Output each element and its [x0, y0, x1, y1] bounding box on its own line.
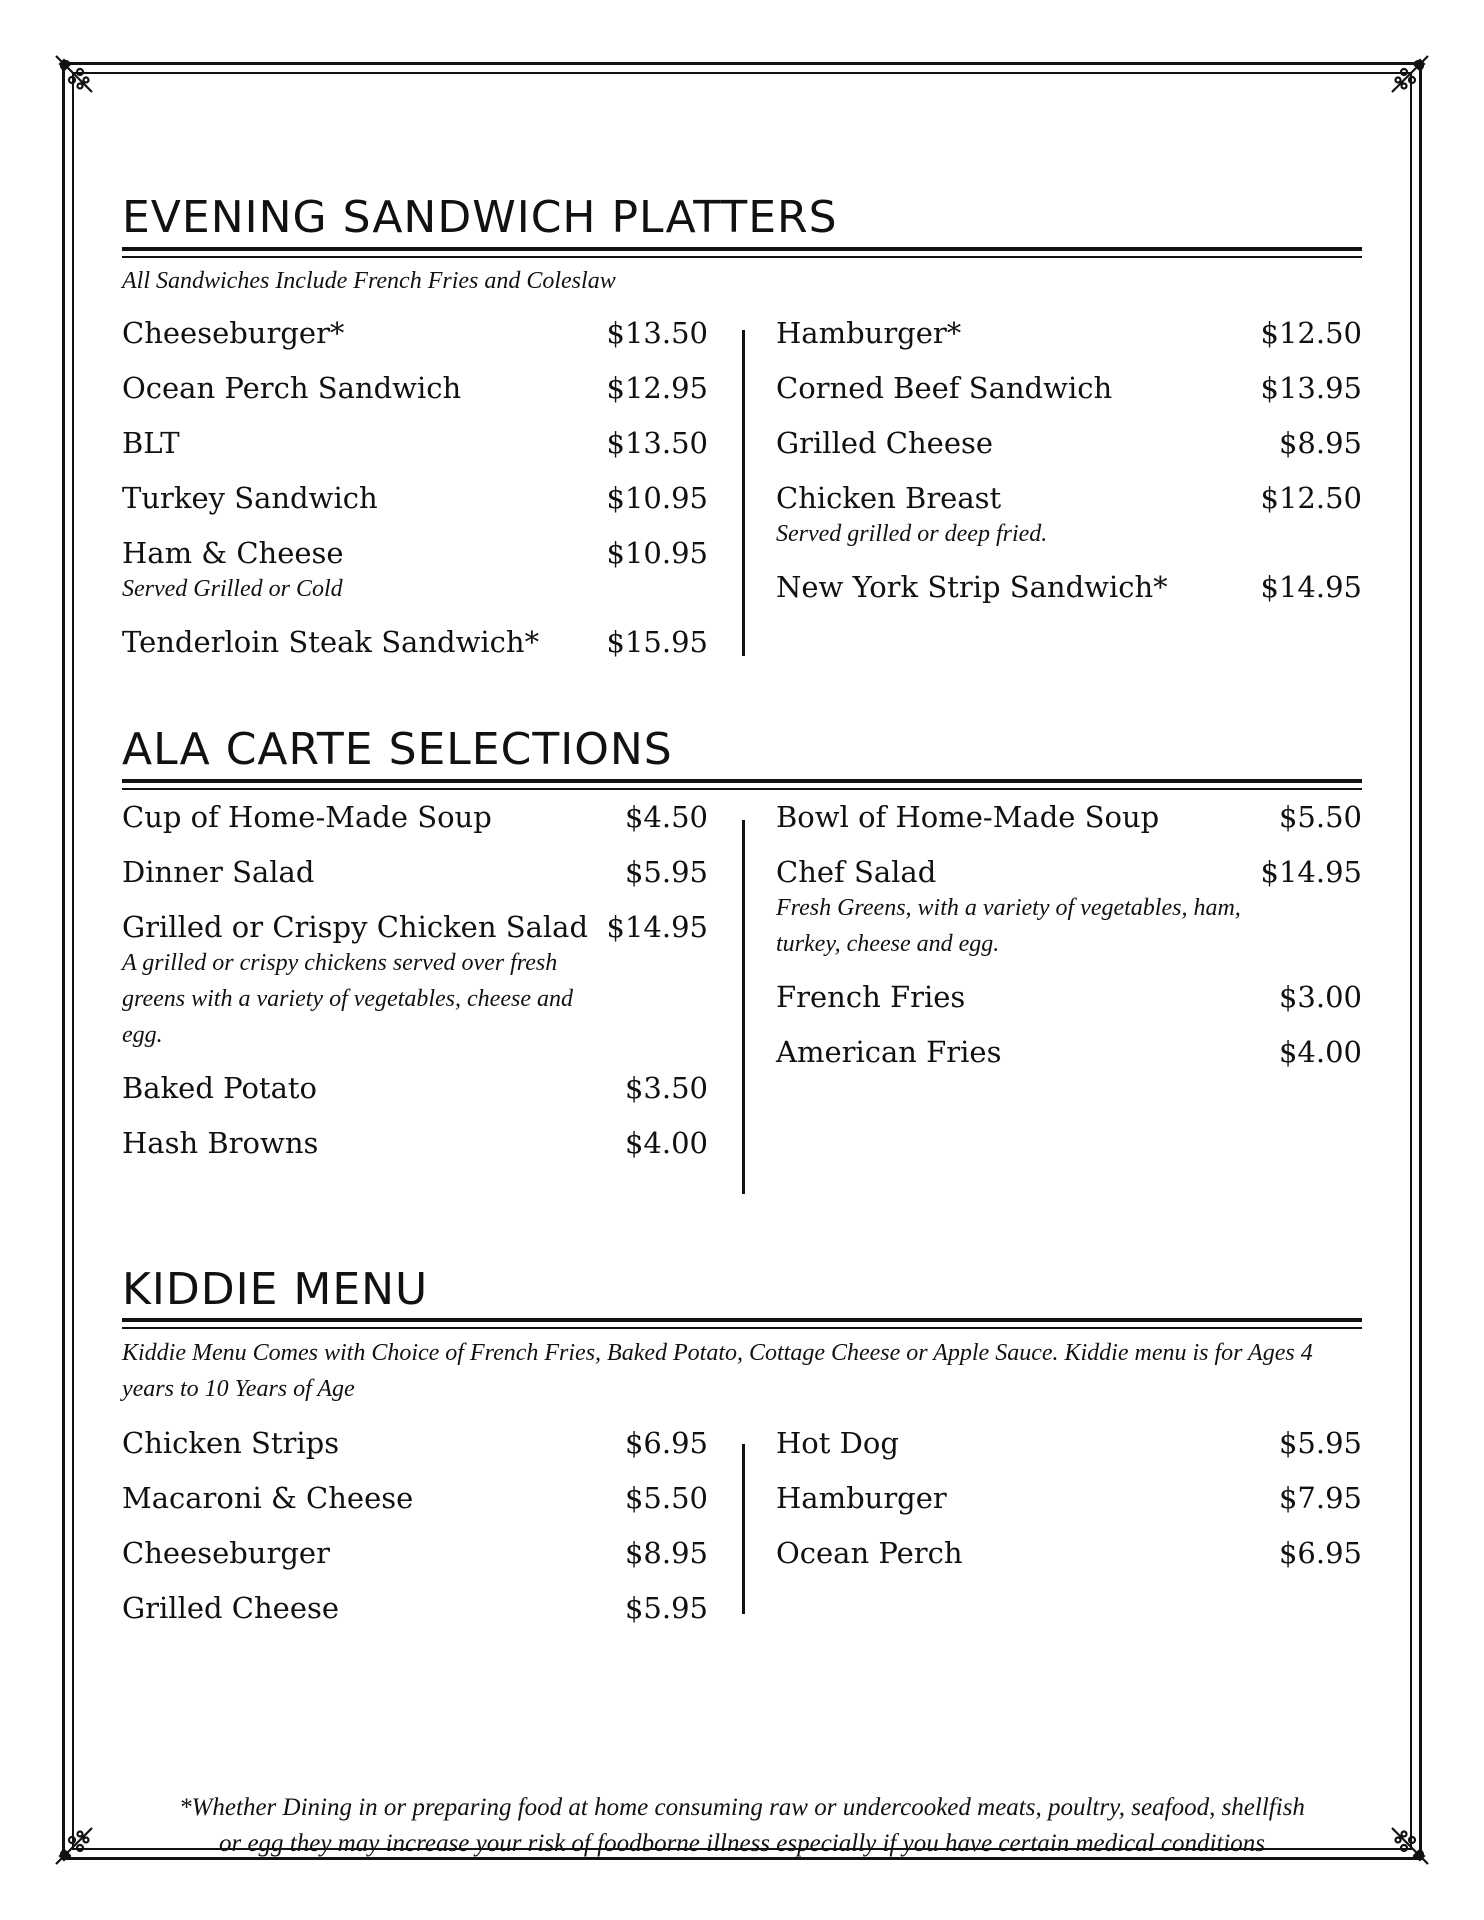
menu-item-price: $13.95	[1260, 371, 1362, 405]
menu-item-description: A grilled or crispy chickens served over fresh greens with a variety of vegetables, cheese and egg.	[122, 950, 573, 1048]
menu-item-name: Hamburger	[776, 1481, 947, 1515]
section-title-alacarte: ALA CARTE SELECTIONS	[122, 724, 673, 775]
menu-item-row	[122, 623, 708, 662]
menu-item-name: Bowl of Home-Made Soup	[776, 800, 1160, 834]
section-rule	[122, 779, 1362, 790]
menu-item-name: Ham & Cheese	[122, 536, 344, 570]
menu-item	[122, 424, 708, 479]
menu-item-description: Fresh Greens, with a variety of vegetables, ham, turkey, cheese and egg.	[776, 895, 1241, 957]
menu-item-name: Chef Salad	[776, 855, 937, 889]
menu-item-price: $12.50	[1260, 316, 1362, 350]
menu-item-price: $5.50	[624, 1481, 708, 1515]
menu-item	[776, 479, 1362, 568]
menu-item	[122, 1534, 708, 1589]
section-note-sandwich: All Sandwiches Include French Fries and Coleslaw	[122, 268, 616, 294]
menu-item-price: $13.50	[606, 426, 708, 460]
menu-item-row	[776, 568, 1362, 607]
menu-item	[122, 908, 708, 1069]
menu-item	[776, 1424, 1362, 1479]
menu-item-price: $8.95	[624, 1536, 708, 1570]
menu-item	[122, 1124, 708, 1179]
menu-item	[122, 1069, 708, 1124]
menu-item-name: Grilled or Crispy Chicken Salad	[122, 910, 589, 944]
section-title-kiddie: KIDDIE MENU	[122, 1264, 429, 1315]
menu-item-row	[122, 1479, 708, 1518]
menu-item-row	[776, 479, 1362, 518]
menu-item-description: Served grilled or deep fried.	[776, 521, 1048, 547]
menu-item-name: Cup of Home-Made Soup	[122, 800, 492, 834]
section-title-sandwich: EVENING SANDWICH PLATTERS	[122, 192, 838, 243]
menu-item-row	[122, 1589, 708, 1628]
menu-item-row	[776, 1534, 1362, 1573]
section-rule	[122, 247, 1362, 258]
menu-item-row	[122, 479, 708, 518]
footer-disclaimer	[160, 1790, 1324, 1862]
menu-item-price: $5.95	[1278, 1426, 1362, 1460]
menu-item-row	[122, 1069, 708, 1108]
footer-line-1: *Whether Dining in or preparing food at home consuming raw or undercooked meats, poultry, seafood, shellfish	[179, 1794, 1305, 1821]
menu-item-price: $10.95	[606, 481, 708, 515]
menu-item-row	[122, 1424, 708, 1463]
menu-item-price: $14.95	[1260, 570, 1362, 604]
menu-item-name: BLT	[122, 426, 180, 460]
menu-item-price: $4.50	[624, 800, 708, 834]
menu-item-price: $4.00	[1278, 1035, 1362, 1069]
kiddie-right-column	[776, 1424, 1362, 1589]
floral-corner-icon	[1386, 1822, 1434, 1870]
menu-item-price: $5.50	[1278, 800, 1362, 834]
menu-item	[776, 568, 1362, 623]
menu-item-name: Hot Dog	[776, 1426, 899, 1460]
menu-item	[122, 1589, 708, 1644]
menu-item-name: Baked Potato	[122, 1071, 317, 1105]
menu-item	[122, 314, 708, 369]
menu-item-price: $12.95	[606, 371, 708, 405]
section-note-kiddie: Kiddie Menu Comes with Choice of French Fries, Baked Potato, Cottage Cheese or Apple Sauce. Kiddie menu is for Ages 4 years to 10 Years of Age	[122, 1340, 1313, 1402]
menu-item-row	[122, 798, 708, 837]
menu-item-name: Dinner Salad	[122, 855, 315, 889]
menu-item-name: Hamburger*	[776, 316, 962, 350]
menu-item-row	[122, 1124, 708, 1163]
column-divider	[742, 820, 745, 1194]
menu-item-row	[776, 978, 1362, 1017]
floral-corner-icon	[50, 50, 98, 98]
menu-item-row	[122, 534, 708, 573]
menu-item-name: Grilled Cheese	[122, 1591, 340, 1625]
menu-item	[122, 369, 708, 424]
menu-item-price: $7.95	[1278, 1481, 1362, 1515]
menu-item	[122, 1424, 708, 1479]
menu-item-price: $3.00	[1278, 980, 1362, 1014]
menu-item-price: $15.95	[606, 625, 708, 659]
menu-item-name: Tenderloin Steak Sandwich*	[122, 625, 540, 659]
menu-item-name: French Fries	[776, 980, 966, 1014]
menu-item	[776, 369, 1362, 424]
menu-item-row	[122, 314, 708, 353]
menu-item-price: $10.95	[606, 536, 708, 570]
section-rule	[122, 1318, 1362, 1329]
menu-item-row	[122, 1534, 708, 1573]
menu-item-row	[776, 853, 1362, 892]
menu-item	[122, 479, 708, 534]
menu-item-name: Grilled Cheese	[776, 426, 994, 460]
menu-item-price: $6.95	[624, 1426, 708, 1460]
menu-item-description: Served Grilled or Cold	[122, 576, 343, 602]
menu-item-price: $5.95	[624, 1591, 708, 1625]
menu-item-name: Hash Browns	[122, 1126, 319, 1160]
menu-item-price: $8.95	[1278, 426, 1362, 460]
menu-item	[122, 534, 708, 623]
column-divider	[742, 330, 745, 656]
menu-item-price: $5.95	[624, 855, 708, 889]
menu-item-row	[776, 1033, 1362, 1072]
menu-item-name: Chicken Breast	[776, 481, 1002, 515]
menu-item-row	[776, 798, 1362, 837]
column-divider	[742, 1444, 745, 1614]
menu-item-name: Cheeseburger	[122, 1536, 330, 1570]
menu-item	[776, 1534, 1362, 1589]
menu-item	[122, 853, 708, 908]
menu-item	[776, 1033, 1362, 1088]
menu-item-row	[122, 853, 708, 892]
menu-item-row	[122, 369, 708, 408]
menu-item-row	[776, 1479, 1362, 1518]
menu-item	[776, 853, 1362, 978]
menu-item-price: $3.50	[624, 1071, 708, 1105]
menu-item	[776, 314, 1362, 369]
menu-item	[776, 978, 1362, 1033]
menu-item-name: New York Strip Sandwich*	[776, 570, 1168, 604]
menu-item-name: Macaroni & Cheese	[122, 1481, 414, 1515]
menu-item	[776, 1479, 1362, 1534]
menu-item-price: $14.95	[1260, 855, 1362, 889]
menu-item-row	[122, 908, 708, 947]
menu-item	[776, 798, 1362, 853]
menu-item-row	[776, 424, 1362, 463]
menu-item	[122, 1479, 708, 1534]
menu-item-price: $14.95	[606, 910, 708, 944]
menu-item-name: Corned Beef Sandwich	[776, 371, 1113, 405]
menu-item-name: Turkey Sandwich	[122, 481, 378, 515]
menu-item-price: $12.50	[1260, 481, 1362, 515]
footer-line-2: or egg they may increase your risk of foodborne illness especially if you have certain medical conditions	[218, 1830, 1266, 1857]
menu-item-row	[776, 314, 1362, 353]
menu-item-row	[122, 424, 708, 463]
menu-item	[776, 424, 1362, 479]
alacarte-left-column	[122, 798, 708, 1179]
floral-corner-icon	[50, 1822, 98, 1870]
kiddie-left-column	[122, 1424, 708, 1644]
menu-item-row	[776, 1424, 1362, 1463]
menu-item-name: Cheeseburger*	[122, 316, 345, 350]
menu-item	[122, 623, 708, 678]
menu-item-price: $4.00	[624, 1126, 708, 1160]
menu-item-price: $13.50	[606, 316, 708, 350]
menu-item-name: Ocean Perch	[776, 1536, 963, 1570]
menu-item-row	[776, 369, 1362, 408]
sandwich-left-column	[122, 314, 708, 678]
menu-item-name: Ocean Perch Sandwich	[122, 371, 462, 405]
floral-corner-icon	[1386, 50, 1434, 98]
alacarte-right-column	[776, 798, 1362, 1088]
menu-item-name: American Fries	[776, 1035, 1002, 1069]
sandwich-right-column	[776, 314, 1362, 623]
menu-item-name: Chicken Strips	[122, 1426, 340, 1460]
menu-item-price: $6.95	[1278, 1536, 1362, 1570]
menu-item	[122, 798, 708, 853]
